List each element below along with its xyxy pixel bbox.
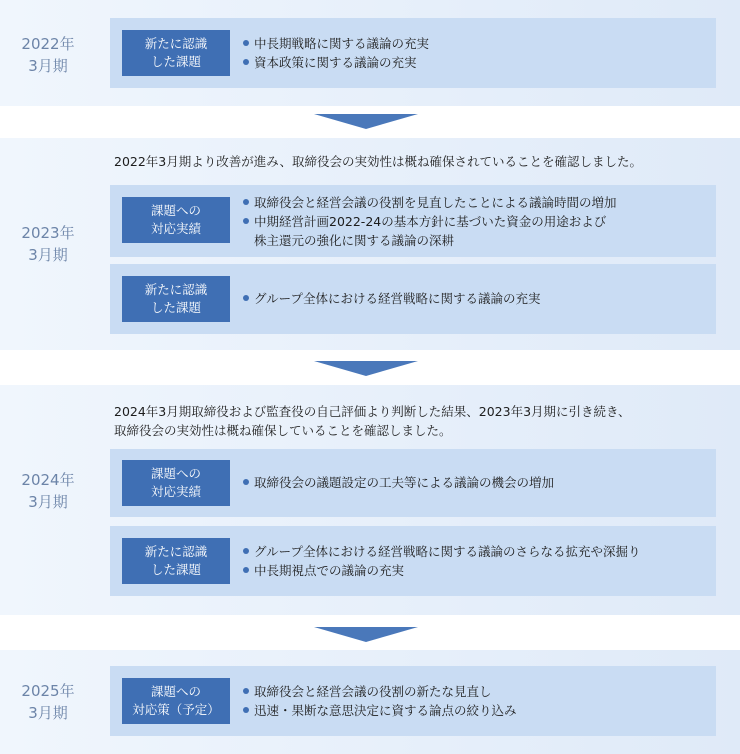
list-item: 迅速・果断な意思決定に資する論点の絞り込み [242,701,517,720]
category-tag: 課題への 対応実績 [122,460,230,506]
plan-panel [110,666,716,736]
list-item: 取締役会と経営会議の役割を見直したことによる議論時間の増加 [242,193,617,212]
list-item: 取締役会と経営会議の役割の新たな見直し [242,682,517,701]
challenge-panel [110,18,716,88]
stage-2023 [0,138,740,350]
challenge-panel [110,264,716,334]
category-tag: 新たに認識 した課題 [122,538,230,584]
category-tag: 新たに認識 した課題 [122,276,230,322]
item-list [242,289,541,308]
item-list [242,34,429,72]
response-panel [110,449,716,517]
stage-year: 2023年 3月期 [21,224,75,264]
down-arrow-icon [314,361,418,376]
category-tag: 課題への 対応策（予定） [122,678,230,724]
stage-year: 2024年 3月期 [21,471,75,511]
item-list [242,193,617,250]
item-list [242,542,641,580]
item-list [242,473,554,492]
down-arrow-icon [314,627,418,642]
category-tag: 新たに認識 した課題 [122,30,230,76]
list-item: 中長期戦略に関する議論の充実 [242,34,429,53]
list-item: 中長期視点での議論の充実 [242,561,641,580]
list-item: グループ全体における経営戦略に関する議論のさらなる拡充や深掘り [242,542,641,561]
stage-year: 2022年 3月期 [21,35,75,75]
stage-intro: 2024年3月期取締役および監査役の自己評価より判断した結果、2023年3月期に引き続き、 取締役会の実効性は概ね確保していることを確認しました。 [114,404,631,438]
stage-intro: 2022年3月期より改善が進み、取締役会の実効性は概ね確保されていることを確認しました。 [114,154,643,169]
stage-2024 [0,385,740,615]
stage-2022 [0,0,740,106]
response-panel [110,185,716,257]
stage-year: 2025年 3月期 [21,682,75,722]
challenge-panel [110,526,716,596]
down-arrow-icon [314,114,418,129]
item-list [242,682,517,720]
list-item: グループ全体における経営戦略に関する議論の充実 [242,289,541,308]
stage-2025 [0,650,740,754]
list-item: 取締役会の議題設定の工夫等による議論の機会の増加 [242,473,554,492]
category-tag: 課題への 対応実績 [122,197,230,243]
list-item: 資本政策に関する議論の充実 [242,53,429,72]
list-item: 中期経営計画2022-24の基本方針に基づいた資金の用途および 株主還元の強化に関する議論の深耕 [242,212,617,250]
